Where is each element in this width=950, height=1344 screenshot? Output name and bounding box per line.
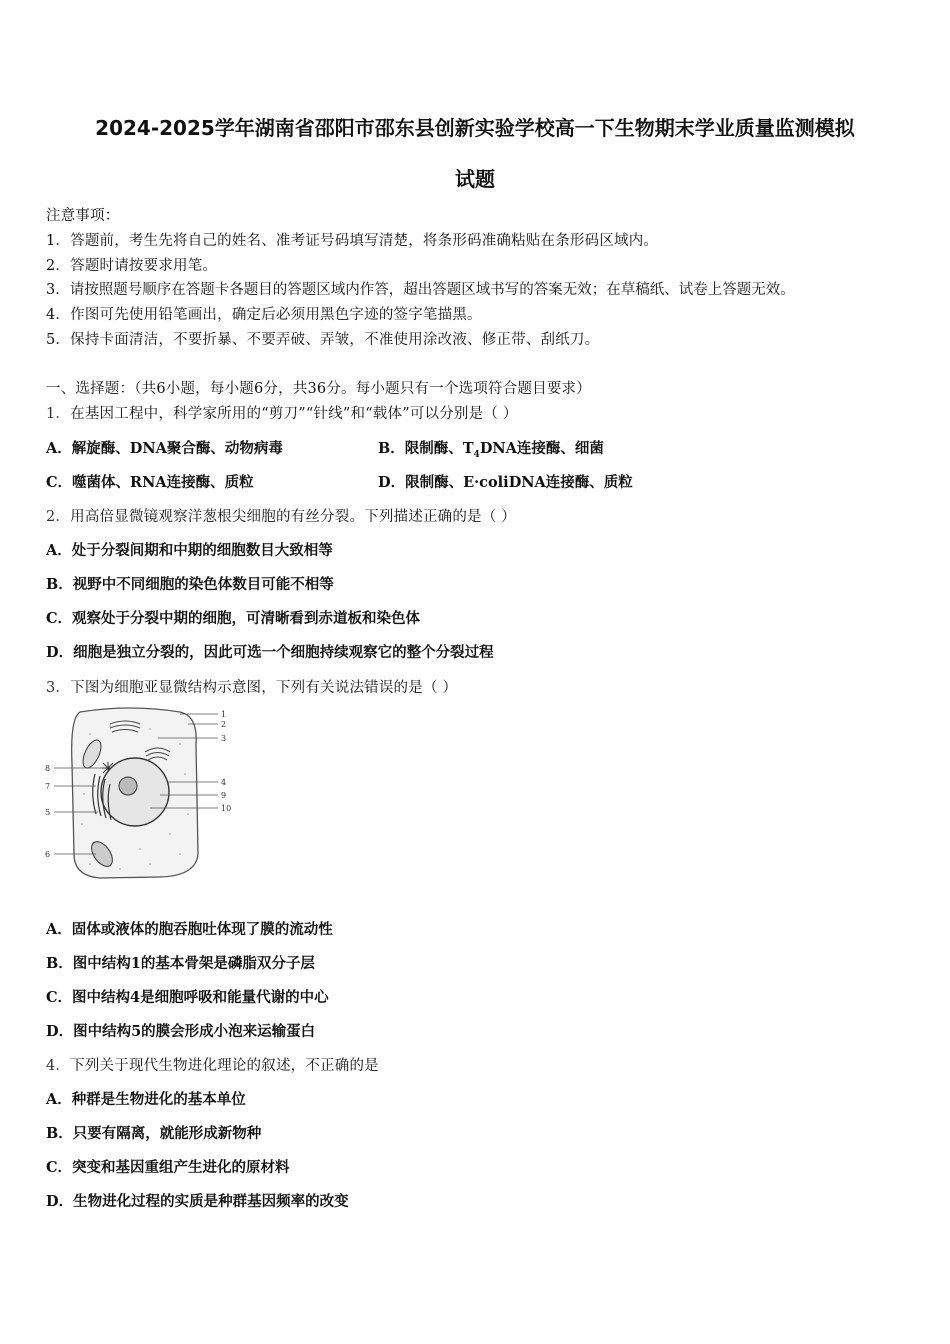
question-3-stem: 下图为细胞亚显微结构示意图，下列有关说法错误的是（ ） <box>70 680 458 696</box>
nucleolus <box>119 777 137 795</box>
question-1-number: 1． <box>46 406 71 422</box>
question-1-stem: 在基因工程中，科学家所用的“剪刀”“针线”和“载体”可以分别是（ ） <box>70 406 518 422</box>
q2-option-b: B．视野中不同细胞的染色体数目可能不相等 <box>46 576 334 593</box>
q1-option-b <box>378 437 604 460</box>
q4-option-a: A．种群是生物进化的基本单位 <box>46 1091 246 1108</box>
q1-option-a: A．解旋酶、DNA聚合酶、动物病毒 <box>46 440 283 457</box>
figure-label-5: 5 <box>45 808 51 817</box>
question-1 <box>46 402 518 423</box>
notice-item-3: 3．请按照题号顺序在答题卡各题目的答题区域内作答，超出答题区域书写的答案无效；在草稿纸、试卷上答题无效。 <box>46 282 795 298</box>
figure-label-4: 4 <box>221 778 227 787</box>
q3-option-b: B．图中结构1的基本骨架是磷脂双分子层 <box>46 955 315 972</box>
q4-option-d: D．生物进化过程的实质是种群基因频率的改变 <box>46 1193 349 1210</box>
q2-option-c: C．观察处于分裂中期的细胞，可清晰看到赤道板和染色体 <box>46 610 421 627</box>
question-4 <box>46 1054 379 1075</box>
figure-label-7: 7 <box>45 782 51 791</box>
question-2 <box>46 505 516 526</box>
figure-label-1: 1 <box>221 710 227 719</box>
q2-option-d: D．细胞是独立分裂的，因此可选一个细胞持续观察它的整个分裂过程 <box>46 644 494 661</box>
notice-item-2: 2．答题时请按要求用笔。 <box>46 258 218 274</box>
cell-structure-figure <box>40 704 240 882</box>
q1-option-d: D．限制酶、E·coliDNA连接酶、质粒 <box>378 474 633 491</box>
q2-option-a: A．处于分裂间期和中期的细胞数目大致相等 <box>46 542 333 559</box>
q3-option-d: D．图中结构5的膜会形成小泡来运输蛋白 <box>46 1023 316 1040</box>
q1-option-c: C．噬菌体、RNA连接酶、质粒 <box>46 474 254 491</box>
page-title-line1: 2024-2025学年湖南省邵阳市邵东县创新实验学校高一下生物期末学业质量监测模拟 <box>95 116 855 140</box>
notice-item-4: 4．作图可先使用铅笔画出，确定后必须用黑色字迹的签字笔描黑。 <box>46 307 482 323</box>
q1-option-b-pre: B．限制酶、T <box>378 440 474 457</box>
notice-item-5: 5．保持卡面清洁，不要折暴、不要弄破、弄皱，不准使用涂改液、修正带、刮纸刀。 <box>46 332 600 348</box>
question-4-number: 4． <box>46 1058 71 1074</box>
notice-heading: 注意事项： <box>46 208 120 224</box>
figure-label-3: 3 <box>221 734 227 743</box>
q4-option-b: B．只要有隔离，就能形成新物种 <box>46 1125 262 1142</box>
q1-option-b-sub: 4 <box>473 449 480 460</box>
question-2-number: 2． <box>46 509 71 525</box>
question-2-stem: 用高倍显微镜观察洋葱根尖细胞的有丝分裂。下列描述正确的是（ ） <box>70 509 516 525</box>
section-heading: 一、选择题：（共6小题，每小题6分，共36分。每小题只有一个选项符合题目要求） <box>46 381 591 397</box>
q1-option-b-post: DNA连接酶、细菌 <box>479 440 604 457</box>
figure-label-6: 6 <box>45 850 51 859</box>
question-3 <box>46 676 457 697</box>
page-title-line2: 试题 <box>455 167 495 191</box>
figure-label-8: 8 <box>45 764 51 773</box>
figure-label-9: 9 <box>221 791 227 800</box>
question-4-stem: 下列关于现代生物进化理论的叙述，不正确的是 <box>70 1058 379 1074</box>
figure-label-2: 2 <box>221 720 227 729</box>
question-3-number: 3． <box>46 680 71 696</box>
figure-label-10: 10 <box>221 804 232 813</box>
q3-option-c: C．图中结构4是细胞呼吸和能量代谢的中心 <box>46 989 329 1006</box>
notice-item-1: 1．答题前，考生先将自己的姓名、准考证号码填写清楚，将条形码准确粘贴在条形码区域内。 <box>46 233 659 249</box>
q3-option-a: A．固体或液体的胞吞胞吐体现了膜的流动性 <box>46 921 333 938</box>
q4-option-c: C．突变和基因重组产生进化的原材料 <box>46 1159 290 1176</box>
